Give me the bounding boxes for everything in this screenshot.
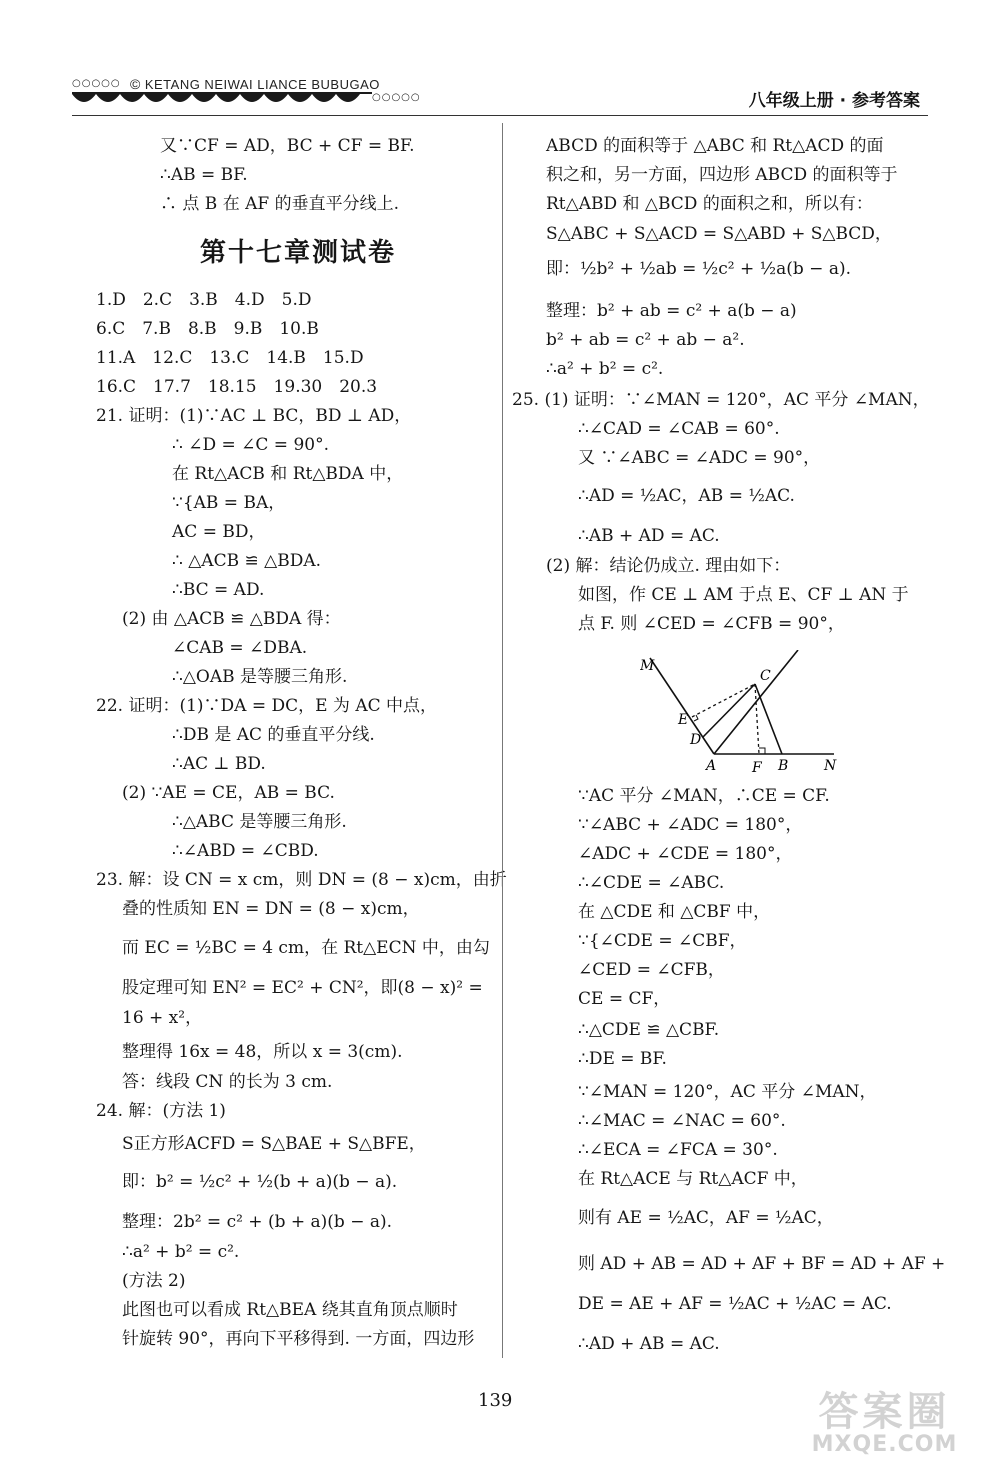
answer-line: 25. (1) 证明：∵∠MAN = 120°，AC 平分 ∠MAN， — [512, 390, 930, 410]
answer-line: (方法 2) — [122, 1271, 186, 1291]
chapter-title: 第十七章测试卷 — [200, 238, 397, 268]
answer-line: ∴∠ABD = ∠CBD. — [172, 841, 319, 861]
answer-line: 而 EC = ½BC = 4 cm，在 Rt△ECN 中，由勾 — [122, 938, 490, 958]
answer-line: 24. 解：(方法 1) — [96, 1101, 226, 1121]
answer-line: ABCD 的面积等于 △ABC 和 Rt△ACD 的面 — [546, 136, 884, 156]
segment-dc — [703, 684, 755, 737]
watermark-logo-text: 答案圈 — [818, 1389, 951, 1435]
answer-line: Rt△ABD 和 △BCD 的面积之和，所以有： — [546, 194, 873, 214]
page-number: 139 — [478, 1390, 513, 1411]
answer-line: 又∵CF = AD，BC + CF = BF. — [160, 136, 415, 156]
label-m: M — [640, 658, 655, 674]
circled-c-icon: © — [130, 76, 141, 92]
answer-line: ∴AD = ½AC，AB = ½AC. — [578, 486, 795, 506]
ray-am — [650, 658, 714, 754]
answer-line: ∴ 点 B 在 AF 的垂直平分线上. — [160, 194, 399, 214]
answer-line: S△ABC + S△ACD = S△ABD + S△BCD， — [546, 224, 892, 244]
answer-line: 整理得 16x = 48，所以 x = 3(cm). — [122, 1042, 403, 1062]
answer-line: ∴a² + b² = c². — [122, 1242, 240, 1262]
header-section-title: 八年级上册 · 参考答案 — [748, 91, 920, 111]
label-a: A — [706, 758, 717, 774]
answer-line: S正方形ACFD = S△BAE + S△BFE， — [122, 1134, 426, 1154]
geometry-diagram — [640, 650, 850, 776]
answer-line: 22. 证明：(1)∵DA = DC，E 为 AC 中点， — [96, 696, 438, 716]
answer-line: 则有 AE = ½AC，AF = ½AC， — [578, 1208, 834, 1228]
answer-line: 在 Rt△ACE 与 Rt△ACF 中， — [578, 1169, 808, 1189]
right-angle-mark-f — [759, 748, 765, 754]
answer-line: AC = BD， — [172, 522, 266, 542]
answer-line: 在 △CDE 和 △CBF 中， — [578, 902, 771, 922]
answer-line: 点 F. 则 ∠CED = ∠CFB = 90°， — [578, 614, 845, 634]
page-header — [0, 0, 1000, 120]
answer-line: ∠ADC + ∠CDE = 180°， — [578, 844, 793, 864]
answer-line: ∴BC = AD. — [172, 580, 265, 600]
choice-answers-row: 11.A 12.C 13.C 14.B 15.D — [96, 348, 364, 368]
column-divider — [502, 123, 503, 1358]
header-dots-left: ○○○○○ — [72, 78, 121, 89]
answer-line: ∴△ABC 是等腰三角形. — [172, 812, 347, 832]
answer-line: ∴△OAB 是等腰三角形. — [172, 667, 348, 687]
answer-line: ∴AC ⊥ BD. — [172, 754, 266, 774]
answer-line: (2) 由 △ACB ≌ △BDA 得： — [122, 609, 341, 629]
answer-line: ∵∠MAN = 120°，AC 平分 ∠MAN， — [578, 1082, 877, 1102]
header-ornament — [72, 92, 372, 110]
answer-line: DE = AE + AF = ½AC + ½AC = AC. — [578, 1294, 892, 1314]
label-f: F — [752, 760, 762, 776]
answer-line: ∴∠CAD = ∠CAB = 60°. — [578, 419, 780, 439]
answer-line: b² + ab = c² + ab − a². — [546, 330, 745, 350]
answer-line: (2) ∵AE = CE，AB = BC. — [122, 783, 335, 803]
answer-line: ∴DE = BF. — [578, 1049, 667, 1069]
header-brand-text: KETANG NEIWAI LIANCE BUBUGAO — [144, 77, 380, 92]
segment-ce-dashed — [692, 684, 755, 717]
answer-line: 则 AD + AB = AD + AF + BF = AD + AF + — [578, 1254, 946, 1274]
answer-line: 股定理可知 EN² = EC² + CN²，即(8 − x)² = — [122, 978, 483, 998]
answer-line: ∴△CDE ≌ △CBF. — [578, 1020, 720, 1040]
answer-line: ∵∠ABC + ∠ADC = 180°， — [578, 815, 803, 835]
label-n: N — [824, 758, 837, 774]
answer-line: ∵{∠CDE = ∠CBF， — [578, 931, 747, 951]
answer-line: ∴a² + b² = c². — [546, 359, 664, 379]
choice-answers-row: 6.C 7.B 8.B 9.B 10.B — [96, 319, 319, 339]
answer-line: ∴DB 是 AC 的垂直平分线. — [172, 725, 375, 745]
answer-line: 如图，作 CE ⊥ AM 于点 E、CF ⊥ AN 于 — [578, 585, 909, 605]
header-rule — [72, 115, 928, 116]
answer-line: ∴ △ACB ≌ △BDA. — [172, 551, 321, 571]
label-b: B — [778, 758, 789, 774]
answer-line: 又 ∵∠ABC = ∠ADC = 90°， — [578, 448, 821, 468]
answer-line: 即：½b² + ½ab = ½c² + ½a(b − a). — [546, 259, 851, 279]
answer-line: 此图也可以看成 Rt△BEA 绕其直角顶点顺时 — [122, 1300, 458, 1320]
choice-answers-row: 16.C 17.7 18.15 19.30 20.3 — [96, 377, 378, 397]
segment-cb — [755, 684, 782, 754]
answer-line: ∠CAB = ∠DBA. — [172, 638, 308, 658]
answer-line: ∴∠ECA = ∠FCA = 30°. — [578, 1140, 778, 1160]
label-e: E — [678, 712, 689, 728]
answer-line: 23. 解：设 CN = x cm，则 DN = (8 − x)cm，由折 — [96, 870, 507, 890]
answer-line: 21. 证明：(1)∵AC ⊥ BC，BD ⊥ AD， — [96, 406, 412, 426]
answer-line: 16 + x²， — [122, 1008, 203, 1028]
answer-line: 整理：2b² = c² + (b + a)(b − a). — [122, 1212, 393, 1232]
answer-line: 答：线段 CN 的长为 3 cm. — [122, 1072, 333, 1092]
answer-line: 在 Rt△ACB 和 Rt△BDA 中， — [172, 464, 404, 484]
watermark-logo — [797, 1380, 972, 1462]
answer-line: ∵{AB = BA， — [172, 493, 286, 513]
answer-line: 叠的性质知 EN = DN = (8 − x)cm， — [122, 899, 420, 919]
answer-line: ∴AB = BF. — [160, 165, 248, 185]
answer-line: 即：b² = ½c² + ½(b + a)(b − a). — [122, 1172, 398, 1192]
answer-line: ∴∠CDE = ∠ABC. — [578, 873, 725, 893]
header-dots-right: ○○○○○ — [372, 92, 421, 103]
answer-line: ∴∠MAC = ∠NAC = 60°. — [578, 1111, 786, 1131]
answer-line: 积之和，另一方面，四边形 ABCD 的面积等于 — [546, 165, 898, 185]
label-c: C — [760, 668, 771, 684]
answer-line: ∴ ∠D = ∠C = 90°. — [172, 435, 329, 455]
answer-line: 整理：b² + ab = c² + a(b − a) — [546, 301, 797, 321]
answer-line: 针旋转 90°，再向下平移得到. 一方面，四边形 — [122, 1329, 475, 1349]
answer-line: ∠CED = ∠CFB， — [578, 960, 725, 980]
label-d: D — [690, 732, 702, 748]
answer-line: CE = CF， — [578, 989, 671, 1009]
answer-line: ∴AB + AD = AC. — [578, 526, 720, 546]
watermark-site-text: MXQE.COM — [811, 1432, 958, 1457]
answer-line: ∴AD + AB = AC. — [578, 1334, 720, 1354]
answer-line: (2) 解：结论仍成立. 理由如下： — [546, 556, 791, 576]
answer-line: ∵AC 平分 ∠MAN，∴CE = CF. — [578, 786, 830, 806]
choice-answers-row: 1.D 2.C 3.B 4.D 5.D — [96, 290, 312, 310]
header-brand — [130, 76, 380, 92]
